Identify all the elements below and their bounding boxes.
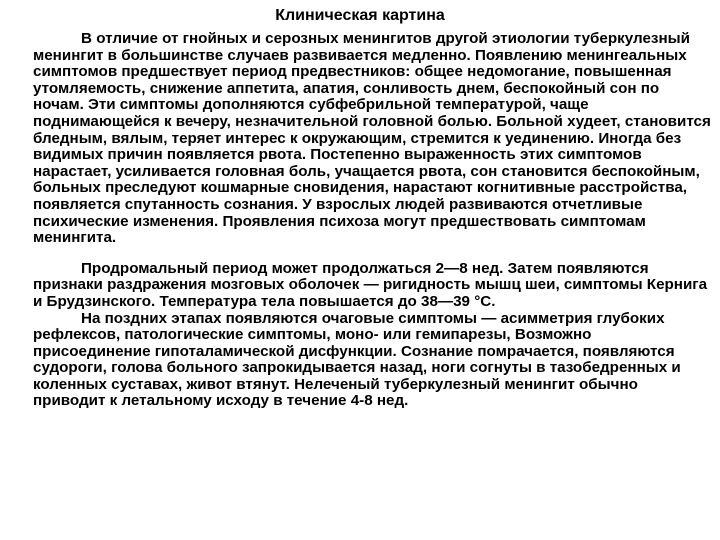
document-title: Клиническая картина xyxy=(275,7,445,24)
paragraph-onset: В отличие от гнойных и серозных менингитов другой этиологии туберкулезный менингит в большинстве случаев развивается медленно. Появлению менингеальных симптомов предшествует период предвестников: общее недомогание, повышенная утомляемость, снижение аппетита, апатия, сонливость днем, беспокойный сон по ночам. Эти симптомы дополняются субфебрильной температурой, чаще поднимающейся к вечеру, незначительной головной болью. Больной худеет, становится бледным, вялым, теряет интерес к окружающим, стремится к уединению. Иногда без видимых причин появляется рвота. Постепенно выраженность этих симптомов нарастает, усиливается головная боль, учащается рвота, сон становится беспокойным, больных преследуют кошмарные сновидения, нарастают когнитивные расстройства, появляется спутанность сознания. У взрослых людей развиваются отчетливые психические изменения. Проявления психоза могут предшествовать симптомам менингита. xyxy=(33,30,711,247)
paragraph-prodromal: Продромальный период может продолжаться 2—8 нед. Затем появляются признаки раздражения мозговых оболочек — ригидность мышц шеи, симптомы Кернига и Брудзинского. Температура тела повышается до 38—39 °С. xyxy=(33,259,708,310)
paragraph-late-stage: На поздних этапах появляются очаговые симптомы — асимметрия глубоких рефлексов, патологические симптомы, моно- или гемипарезы, Возможно присоединение гипоталамической дисфункции. Сознание помрачается, появляются судороги, голова больного запрокидывается назад, ноги согнуты в тазобедренных и коленных суставах, живот втянут. Нелеченый туберкулезный менингит обычно приводит к летальному исходу в течение 4-8 нед. xyxy=(33,309,681,410)
document-body xyxy=(33,31,713,410)
